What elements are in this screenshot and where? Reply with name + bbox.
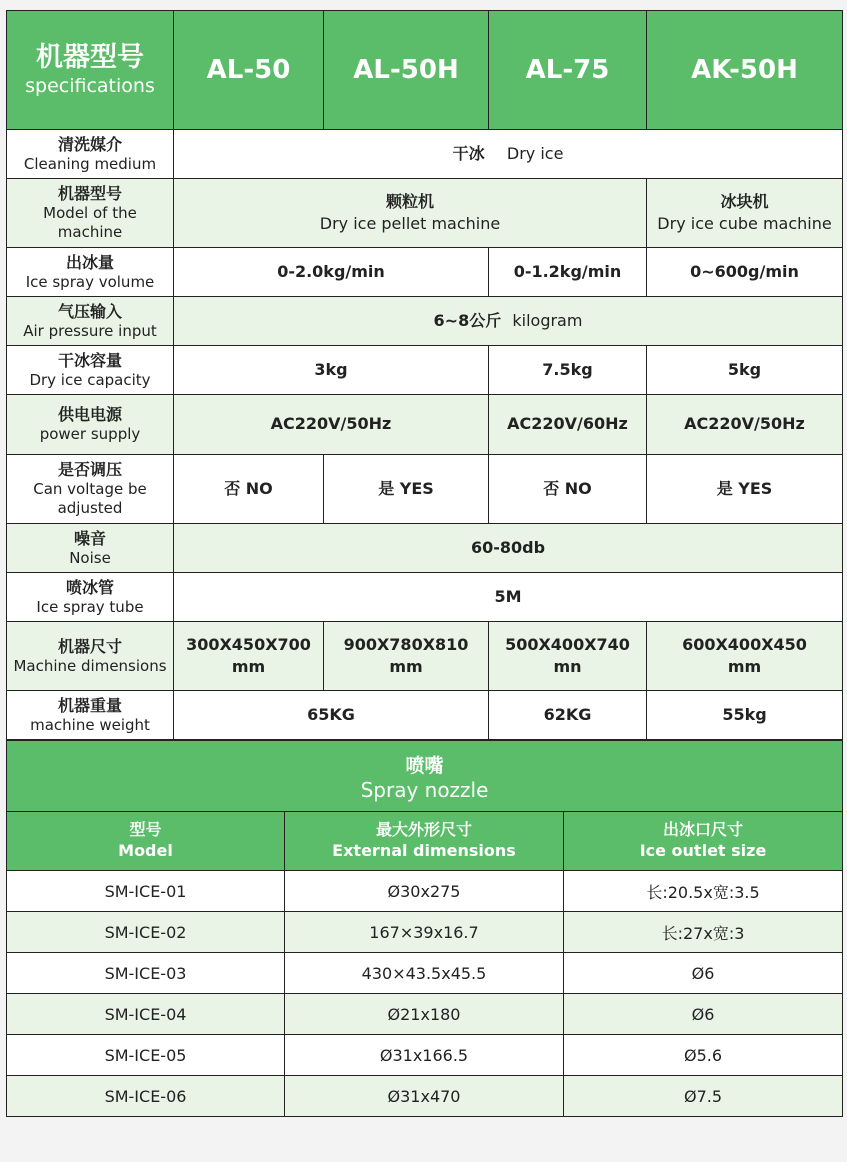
row-label: 是否调压 Can voltage be adjusted — [7, 455, 174, 524]
row-label: 噪音 Noise — [7, 524, 174, 573]
weight-value: 62KG — [489, 691, 647, 740]
row-label: 机器尺寸 Machine dimensions — [7, 622, 174, 691]
nozzle-model: SM-ICE-02 — [7, 912, 285, 953]
nozzle-model: SM-ICE-03 — [7, 953, 285, 994]
row-label: 干冰容量 Dry ice capacity — [7, 346, 174, 395]
spray-volume-value: 0-2.0kg/min — [174, 248, 489, 297]
spray-tube-value: 5M — [174, 573, 843, 622]
capacity-value: 5kg — [647, 346, 843, 395]
model-al-50h: AL-50H — [324, 11, 489, 130]
voltage-adjust-value: 是 YES — [647, 455, 843, 524]
dimension-value: 600X400X450 mm — [647, 622, 843, 691]
voltage-adjust-value: 否 NO — [174, 455, 324, 524]
dimension-value: 900X780X810 mm — [324, 622, 489, 691]
nozzle-column-headers — [7, 812, 843, 871]
row-noise — [7, 524, 843, 573]
column-header-external-dimensions: 最大外形尺寸 External dimensions — [285, 812, 564, 871]
nozzle-external-dimensions: Ø31x166.5 — [285, 1035, 564, 1076]
table-row — [7, 912, 843, 953]
nozzle-model: SM-ICE-05 — [7, 1035, 285, 1076]
nozzle-model: SM-ICE-01 — [7, 871, 285, 912]
model-al-50: AL-50 — [174, 11, 324, 130]
weight-value: 65KG — [174, 691, 489, 740]
row-air-pressure — [7, 297, 843, 346]
row-label: 喷冰管 Ice spray tube — [7, 573, 174, 622]
voltage-adjust-value: 否 NO — [489, 455, 647, 524]
power-supply-value: AC220V/60Hz — [489, 395, 647, 455]
nozzle-title-en: Spray nozzle — [360, 777, 489, 802]
header-label-zh: 机器型号 — [36, 42, 144, 74]
power-supply-value: AC220V/50Hz — [174, 395, 489, 455]
row-dry-ice-capacity — [7, 346, 843, 395]
dimension-value: 500X400X740 mn — [489, 622, 647, 691]
power-supply-value: AC220V/50Hz — [647, 395, 843, 455]
nozzle-external-dimensions: Ø21x180 — [285, 994, 564, 1035]
row-dimensions — [7, 622, 843, 691]
row-label: 机器型号 Model of the machine — [7, 179, 174, 248]
noise-value: 60-80db — [174, 524, 843, 573]
model-ak-50h: AK-50H — [647, 11, 843, 130]
nozzle-outlet-size: Ø6 — [564, 953, 843, 994]
spec-sheet — [6, 10, 842, 1117]
voltage-adjust-value: 是 YES — [324, 455, 489, 524]
model-al-75: AL-75 — [489, 11, 647, 130]
nozzle-outlet-size: 长:20.5x宽:3.5 — [564, 871, 843, 912]
nozzle-model: SM-ICE-04 — [7, 994, 285, 1035]
nozzle-section-header — [7, 741, 843, 812]
nozzle-model: SM-ICE-06 — [7, 1076, 285, 1117]
row-machine-model — [7, 179, 843, 248]
nozzle-outlet-size: Ø5.6 — [564, 1035, 843, 1076]
row-weight — [7, 691, 843, 740]
cube-machine-value: 冰块机 Dry ice cube machine — [647, 179, 843, 248]
header-label-en: specifications — [25, 74, 155, 97]
row-cleaning-medium — [7, 130, 843, 179]
row-label: 气压输入 Air pressure input — [7, 297, 174, 346]
row-label: 出冰量 Ice spray volume — [7, 248, 174, 297]
row-power-supply — [7, 395, 843, 455]
row-spray-tube — [7, 573, 843, 622]
weight-value: 55kg — [647, 691, 843, 740]
table-row — [7, 1035, 843, 1076]
nozzle-outlet-size: 长:27x宽:3 — [564, 912, 843, 953]
spray-volume-value: 0-1.2kg/min — [489, 248, 647, 297]
nozzle-external-dimensions: Ø31x470 — [285, 1076, 564, 1117]
capacity-value: 7.5kg — [489, 346, 647, 395]
nozzle-outlet-size: Ø6 — [564, 994, 843, 1035]
row-ice-spray-volume — [7, 248, 843, 297]
dimension-value: 300X450X700 mm — [174, 622, 324, 691]
table-row — [7, 871, 843, 912]
row-label: 清洗媒介 Cleaning medium — [7, 130, 174, 179]
spray-volume-value: 0~600g/min — [647, 248, 843, 297]
pellet-machine-value: 颗粒机 Dry ice pellet machine — [174, 179, 647, 248]
nozzle-table — [6, 740, 843, 1117]
capacity-value: 3kg — [174, 346, 489, 395]
column-header-outlet-size: 出冰口尺寸 Ice outlet size — [564, 812, 843, 871]
table-row — [7, 994, 843, 1035]
row-label: 供电电源 power supply — [7, 395, 174, 455]
nozzle-title-zh: 喷嘴 — [405, 754, 444, 777]
nozzle-external-dimensions: 167×39x16.7 — [285, 912, 564, 953]
table-row — [7, 953, 843, 994]
nozzle-outlet-size: Ø7.5 — [564, 1076, 843, 1117]
table-row — [7, 1076, 843, 1117]
air-pressure-value: 6~8公斤 kilogram — [174, 297, 843, 346]
nozzle-external-dimensions: 430×43.5x45.5 — [285, 953, 564, 994]
row-label: 机器重量 machine weight — [7, 691, 174, 740]
spec-header-label — [7, 11, 174, 130]
spec-header-row — [7, 11, 843, 130]
spec-table — [6, 10, 843, 740]
row-voltage-adjust — [7, 455, 843, 524]
cleaning-medium-value: 干冰 Dry ice — [174, 130, 843, 179]
nozzle-external-dimensions: Ø30x275 — [285, 871, 564, 912]
column-header-model: 型号 Model — [7, 812, 285, 871]
